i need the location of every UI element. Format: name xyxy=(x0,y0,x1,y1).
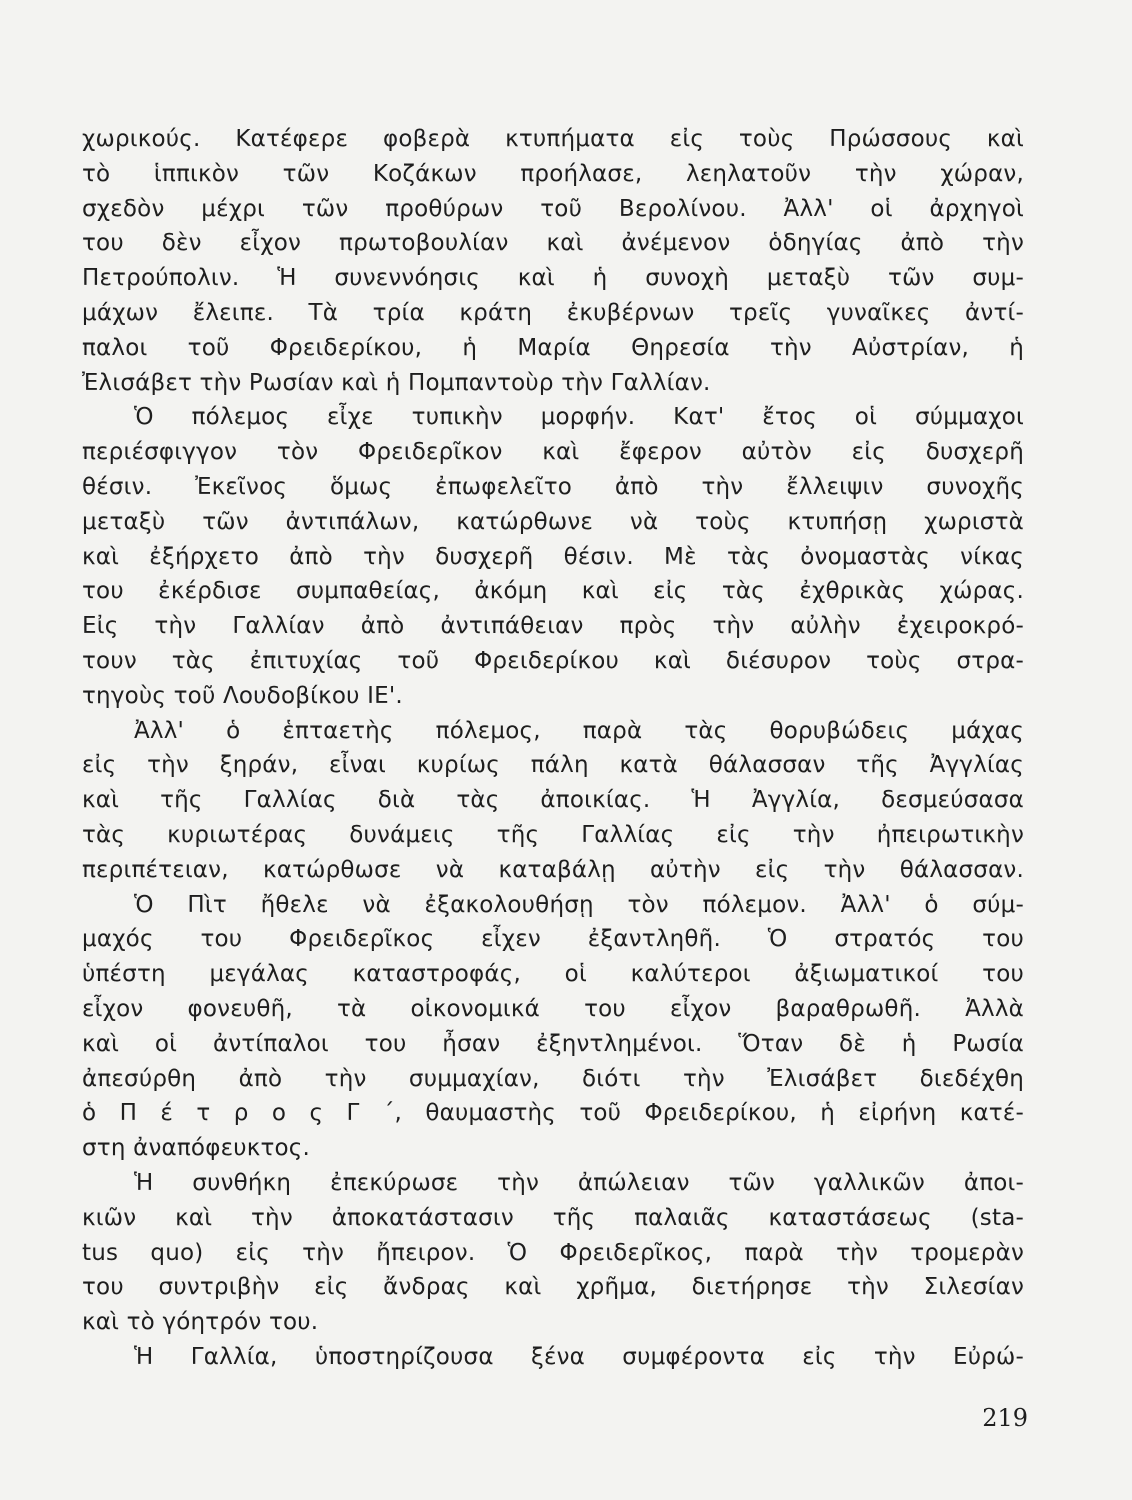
text-line: Ἀλλ' ὁ ἑπταετὴς πόλεμος, παρὰ τὰς θορυβώδεις μάχας xyxy=(134,717,1024,744)
text-line: Ἡ συνθήκη ἐπεκύρωσε τὴν ἀπώλειαν τῶν γαλλικῶν ἀποι- xyxy=(134,1169,1024,1196)
text-line: θέσιν. Ἐκεῖνος ὅμως ἐπωφελεῖτο ἀπὸ τὴν ἔλλειψιν συνοχῆς xyxy=(82,473,1024,500)
text-line: καὶ ἐξήρχετο ἀπὸ τὴν δυσχερῆ θέσιν. Μὲ τὰς ὀνομαστὰς νίκας xyxy=(82,543,1024,570)
text-line: Ὁ Πὶτ ἤθελε νὰ ἐξακολουθήσῃ τὸν πόλεμον. Ἀλλ' ὁ σύμ- xyxy=(134,891,1024,918)
text-line: τουν τὰς ἐπιτυχίας τοῦ Φρειδερίκου καὶ διέσυρον τοὺς στρα- xyxy=(82,647,1024,674)
text-line: ὁ Π έ τ ρ ο ς Γ ΄, θαυμαστὴς τοῦ Φρειδερίκου, ἡ εἰρήνη κατέ- xyxy=(82,1100,1024,1127)
text-line: τηγοὺς τοῦ Λουδοβίκου ΙΕ'. xyxy=(82,682,403,709)
text-line: κιῶν καὶ τὴν ἀποκατάστασιν τῆς παλαιᾶς καταστάσεως (sta- xyxy=(82,1204,1024,1231)
text-line: παλοι τοῦ Φρειδερίκου, ἡ Μαρία Θηρεσία τὴν Αὐστρίαν, ἡ xyxy=(82,334,1024,361)
text-line: σχεδὸν μέχρι τῶν προθύρων τοῦ Βερολίνου. Ἀλλ' οἱ ἀρχηγοὶ xyxy=(82,195,1024,222)
text-line: χωρικούς. Κατέφερε φοβερὰ κτυπήματα εἰς τοὺς Πρώσσους καὶ xyxy=(82,126,1024,152)
text-line: του δὲν εἶχον πρωτοβουλίαν καὶ ἀνέμενον ὁδηγίας ἀπὸ τὴν xyxy=(82,230,1024,257)
text-line: τὰς κυριωτέρας δυνάμεις τῆς Γαλλίας εἰς τὴν ἠπειρωτικὴν xyxy=(82,821,1024,848)
text-line: του ἐκέρδισε συμπαθείας, ἀκόμη καὶ εἰς τὰς ἐχθρικὰς χώρας. xyxy=(82,578,1024,605)
text-line: ἀπεσύρθη ἀπὸ τὴν συμμαχίαν, διότι τὴν Ἐλισάβετ διεδέχθη xyxy=(82,1065,1024,1092)
text-line: εἶχον φονευθῆ, τὰ οἰκονομικά του εἶχον βαραθρωθῆ. Ἀλλὰ xyxy=(82,995,1024,1022)
text-line: Εἰς τὴν Γαλλίαν ἀπὸ ἀντιπάθειαν πρὸς τὴν αὐλὴν ἐχειροκρό- xyxy=(82,613,1024,640)
text-line: ὑπέστη μεγάλας καταστροφάς, οἱ καλύτεροι ἀξιωματικοί του xyxy=(82,961,1024,988)
text-line: του συντριβὴν εἰς ἄνδρας καὶ χρῆμα, διετήρησε τὴν Σιλεσίαν xyxy=(82,1274,1024,1301)
text-line: Ἡ Γαλλία, ὑποστηρίζουσα ξένα συμφέροντα εἰς τὴν Εὐρώ- xyxy=(134,1343,1024,1370)
text-line: μαχός του Φρειδερῖκος εἶχεν ἐξαντληθῆ. Ὁ στρατός του xyxy=(82,926,1024,953)
text-line: tus quo) εἰς τὴν ἤπειρον. Ὁ Φρειδερῖκος, παρὰ τὴν τρομερὰν xyxy=(82,1239,1024,1266)
text-line: εἰς τὴν ξηράν, εἶναι κυρίως πάλη κατὰ θάλασσαν τῆς Ἀγγλίας xyxy=(82,752,1024,779)
text-line: καὶ οἱ ἀντίπαλοι του ἦσαν ἐξηντλημένοι. Ὅταν δὲ ἡ Ρωσία xyxy=(82,1030,1024,1057)
text-line: μάχων ἔλειπε. Τὰ τρία κράτη ἐκυβέρνων τρεῖς γυναῖκες ἀντί- xyxy=(82,299,1024,326)
text-line: μεταξὺ τῶν ἀντιπάλων, κατώρθωνε νὰ τοὺς κτυπήσῃ χωριστὰ xyxy=(82,508,1024,535)
body-text xyxy=(82,122,1024,1375)
text-line: στη ἀναπόφευκτος. xyxy=(82,1135,310,1162)
text-line: περιπέτειαν, κατώρθωσε νὰ καταβάλῃ αὐτὴν εἰς τὴν θάλασσαν. xyxy=(82,856,1024,883)
text-line: Ὁ πόλεμος εἶχε τυπικὴν μορφήν. Κατ' ἔτος οἱ σύμμαχοι xyxy=(134,404,1024,431)
text-line: καὶ τὸ γόητρόν του. xyxy=(82,1309,319,1336)
text-line: Ἐλισάβετ τὴν Ρωσίαν καὶ ἡ Πομπαντοὺρ τὴν Γαλλίαν. xyxy=(82,369,711,396)
text-line: Πετρούπολιν. Ἡ συνεννόησις καὶ ἡ συνοχὴ μεταξὺ τῶν συμ- xyxy=(82,265,1024,292)
page-number: 219 xyxy=(982,1404,1028,1432)
text-line: περιέσφιγγον τὸν Φρειδερῖκον καὶ ἔφερον αὐτὸν εἰς δυσχερῆ xyxy=(82,439,1024,466)
text-line: τὸ ἱππικὸν τῶν Κοζάκων προήλασε, λεηλατοῦν τὴν χώραν, xyxy=(82,160,1024,187)
text-line: καὶ τῆς Γαλλίας διὰ τὰς ἀποικίας. Ἡ Ἀγγλία, δεσμεύσασα xyxy=(82,787,1024,814)
